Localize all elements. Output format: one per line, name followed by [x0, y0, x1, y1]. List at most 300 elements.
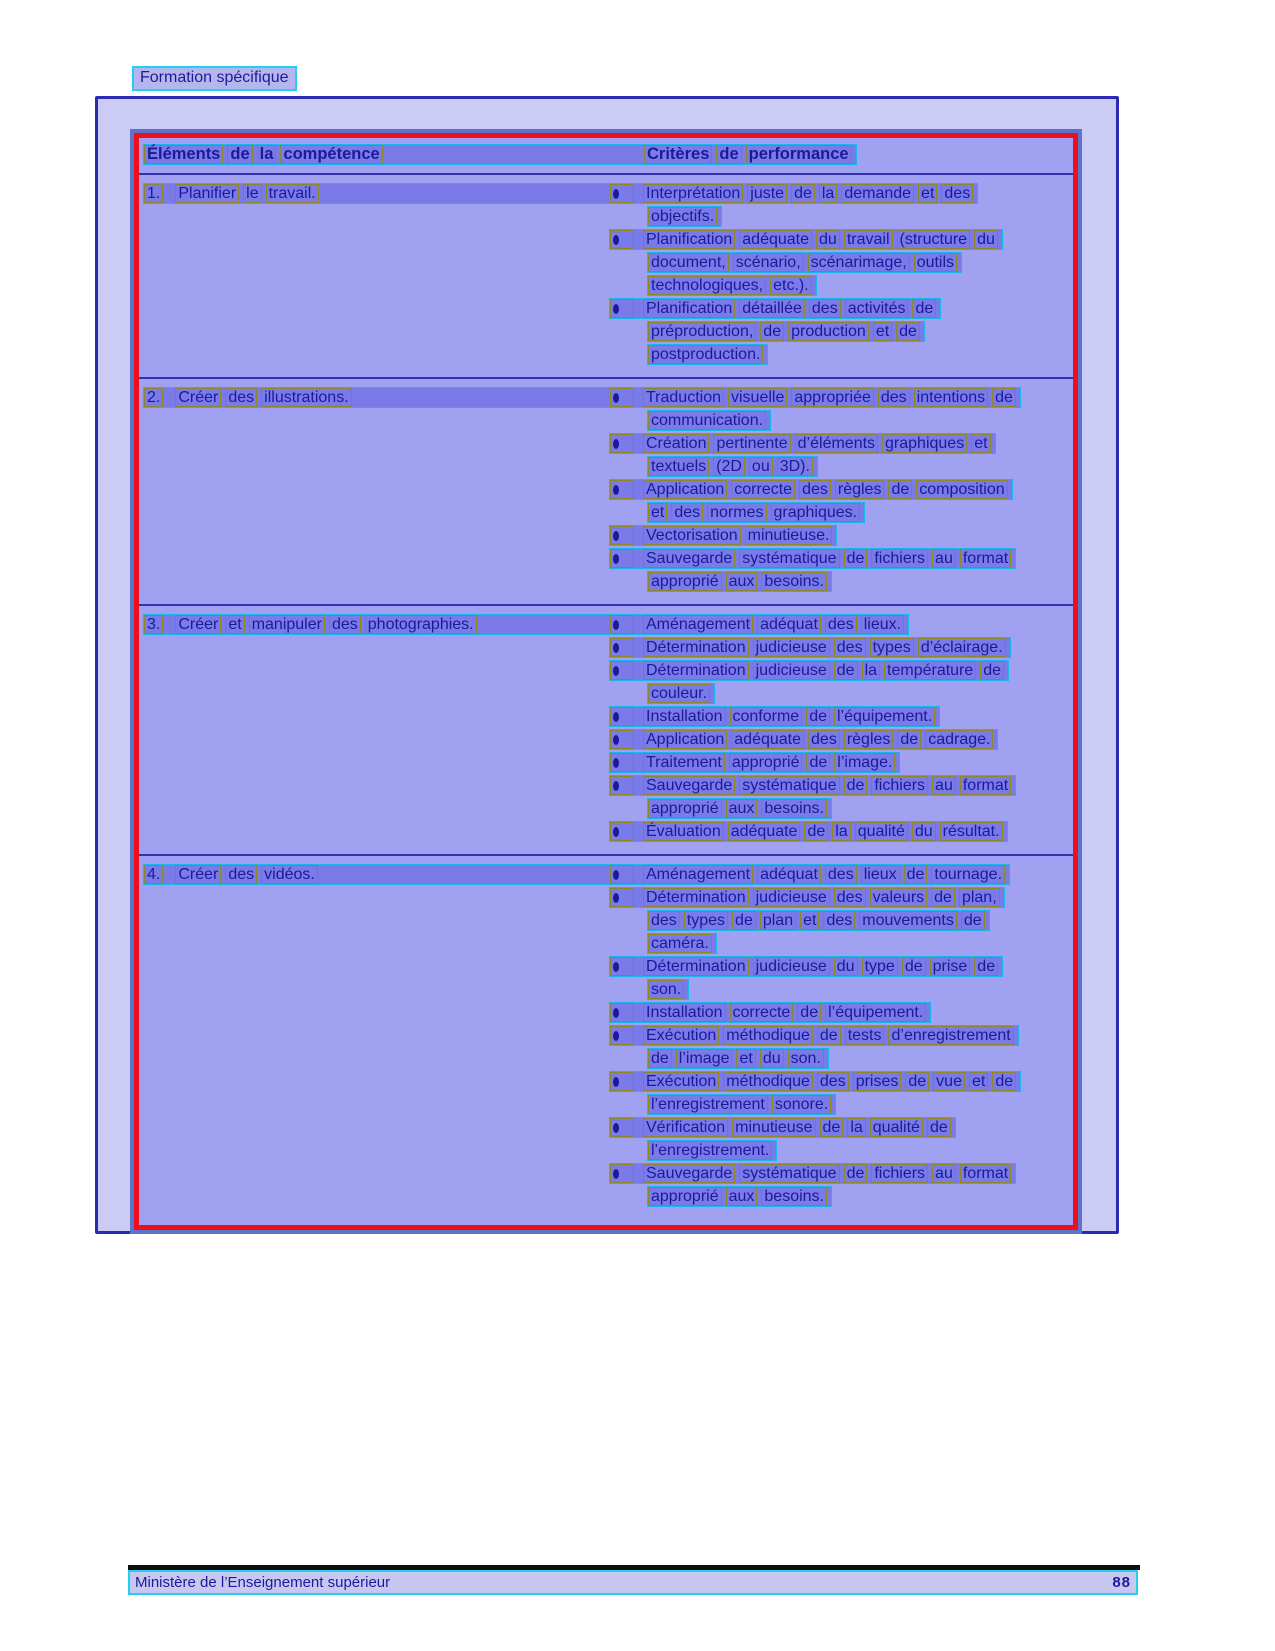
criterion-line-continuation: [647, 275, 817, 296]
word-box: Installation: [643, 1003, 726, 1022]
bullet-icon: [610, 434, 634, 453]
criterion-line: [609, 706, 940, 727]
criterion-line-continuation: [647, 410, 771, 431]
word-box: vue: [933, 1072, 965, 1091]
word-box: types: [684, 911, 728, 930]
bullet-dot: [613, 712, 619, 722]
word-box: et: [873, 322, 892, 341]
word-box: document,: [648, 253, 729, 272]
word-box: juste: [747, 184, 787, 203]
bullet-icon: [610, 822, 634, 841]
word-box: graphiques.: [771, 503, 861, 522]
word-box: approprié: [648, 1187, 722, 1206]
word-box: Détermination: [643, 888, 749, 907]
word-box: besoins.: [761, 572, 827, 591]
page-section-label: Formation spécifique: [132, 66, 297, 91]
bullet-icon: [610, 299, 634, 318]
word-box: Sauvegarde: [643, 549, 735, 568]
bullet-dot: [613, 393, 619, 403]
word-box: de: [931, 888, 955, 907]
word-box: de: [716, 145, 741, 164]
word-box: communication.: [648, 411, 766, 430]
word-box: des: [648, 911, 680, 930]
word-box: préproduction,: [648, 322, 756, 341]
word-box: règles: [835, 480, 885, 499]
word-box: Créer: [175, 865, 221, 884]
bullet-icon: [610, 184, 634, 203]
word-box: d’éclairage.: [918, 638, 1006, 657]
criterion-line: [609, 229, 1003, 250]
word-box: composition: [916, 480, 1007, 499]
word-box: et: [648, 503, 667, 522]
criterion-line: [143, 614, 909, 635]
word-box: Détermination: [643, 957, 749, 976]
bullet-dot: [613, 893, 619, 903]
criterion-line-continuation: [647, 910, 990, 931]
word-box: le: [243, 184, 261, 203]
word-box: d’enregistrement: [888, 1026, 1013, 1045]
word-box: de: [806, 753, 830, 772]
word-box: minutieuse.: [745, 526, 833, 545]
word-box: de: [648, 1049, 672, 1068]
word-box: visuelle: [728, 388, 787, 407]
competence-table-inner: [134, 133, 1078, 1230]
bullet-dot: [613, 620, 619, 630]
word-box: (structure: [897, 230, 971, 249]
word-box: besoins.: [761, 1187, 827, 1206]
word-box: de: [888, 480, 912, 499]
word-box: minutieuse: [732, 1118, 815, 1137]
word-box: Exécution: [643, 1072, 719, 1091]
criterion-line: [609, 298, 941, 319]
word-box: de: [897, 730, 921, 749]
word-box: Sauvegarde: [643, 776, 735, 795]
word-box: Traitement: [643, 753, 725, 772]
criterion-line-continuation: [647, 979, 689, 1000]
word-box: cadrage.: [925, 730, 993, 749]
bullet-dot: [613, 962, 619, 972]
word-box: des: [225, 388, 257, 407]
bullet-icon: [610, 888, 634, 907]
word-box: de: [804, 822, 828, 841]
word-box: judicieuse: [753, 888, 830, 907]
word-box: de: [844, 549, 868, 568]
word-box: approprié: [648, 572, 722, 591]
word-box: des: [809, 299, 841, 318]
word-box: l’équipement.: [825, 1003, 926, 1022]
word-box: technologiques,: [648, 276, 766, 295]
word-box: adéquat: [757, 615, 821, 634]
bullet-icon: [610, 1164, 634, 1183]
word-box: (2D: [713, 457, 745, 476]
word-box: vidéos.: [261, 865, 318, 884]
header-criteres-performance: [644, 145, 856, 164]
word-box: de: [992, 1072, 1016, 1091]
word-box: de: [732, 911, 756, 930]
table-row: [143, 606, 1073, 854]
word-box: textuels: [648, 457, 709, 476]
table-header-row: [143, 141, 1073, 173]
bullet-dot: [613, 735, 619, 745]
criterion-line-continuation: [647, 1140, 777, 1161]
word-box: l’image.: [834, 753, 895, 772]
criterion-line-continuation: [647, 502, 865, 523]
word-box: qualité: [855, 822, 908, 841]
word-box: correcte: [730, 1003, 794, 1022]
bullet-dot: [613, 439, 619, 449]
word-box: de: [904, 865, 928, 884]
bullet-icon: [610, 776, 634, 795]
word-box: des: [825, 615, 857, 634]
word-box: correcte: [731, 480, 795, 499]
criterion-line: [609, 479, 1013, 500]
word-box: compétence: [280, 145, 382, 164]
criterion-line-continuation: [647, 683, 715, 704]
word-box: de: [961, 911, 985, 930]
word-box: et: [969, 1072, 988, 1091]
word-box: de: [806, 707, 830, 726]
bullet-dot: [613, 1077, 619, 1087]
bullet-dot: [613, 1008, 619, 1018]
word-box: température: [884, 661, 976, 680]
word-box: et: [971, 434, 990, 453]
word-box: de: [902, 957, 926, 976]
word-box: aux: [726, 572, 758, 591]
word-box: Évaluation: [643, 822, 724, 841]
word-box: de: [820, 1118, 844, 1137]
word-box: outils: [914, 253, 957, 272]
bullet-icon: [610, 230, 634, 249]
word-box: Application: [643, 480, 727, 499]
element-number: 4.: [144, 865, 163, 884]
criterion-line-continuation: [647, 1048, 829, 1069]
word-box: la: [847, 1118, 865, 1137]
word-box: Création: [643, 434, 709, 453]
criterion-line: [609, 775, 1016, 796]
word-box: méthodique: [723, 1026, 813, 1045]
bullet-icon: [610, 1026, 634, 1045]
word-box: lieux: [861, 865, 900, 884]
criterion-line: [143, 183, 978, 204]
word-box: au: [932, 776, 956, 795]
bullet-icon: [610, 661, 634, 680]
word-box: Détermination: [643, 661, 749, 680]
word-box: de: [844, 1164, 868, 1183]
criterion-line: [143, 864, 1010, 885]
word-box: approprié: [648, 799, 722, 818]
bullet-dot: [613, 758, 619, 768]
page-footer: [128, 1570, 1138, 1595]
word-box: Détermination: [643, 638, 749, 657]
bullet-icon: [610, 1072, 634, 1091]
word-box: appropriée: [791, 388, 874, 407]
word-box: l’équipement.: [834, 707, 935, 726]
bullet-icon: [610, 615, 634, 634]
word-box: qualité: [870, 1118, 923, 1137]
bullet-dot: [613, 1169, 619, 1179]
criterion-line: [609, 887, 1005, 908]
word-box: Planification: [643, 230, 735, 249]
bullet-dot: [613, 235, 619, 245]
word-box: couleur.: [648, 684, 710, 703]
word-box: règles: [844, 730, 894, 749]
word-box: ou: [749, 457, 773, 476]
bullet-icon: [610, 1118, 634, 1137]
word-box: etc.).: [770, 276, 812, 295]
word-box: objectifs.: [648, 207, 717, 226]
element-number: 3.: [144, 615, 163, 634]
word-box: plan,: [959, 888, 1000, 907]
bullet-dot: [613, 643, 619, 653]
word-box: du: [974, 230, 998, 249]
bullet-dot: [613, 1031, 619, 1041]
bullet-icon: [610, 753, 634, 772]
bullet-dot: [613, 304, 619, 314]
criterion-line-continuation: [647, 1094, 836, 1115]
table-row: [143, 856, 1073, 1219]
bullet-dot: [613, 189, 619, 199]
bullet-dot: [613, 531, 619, 541]
bullet-dot: [613, 870, 619, 880]
word-box: prises: [853, 1072, 902, 1091]
word-box: postproduction.: [648, 345, 763, 364]
word-box: résultat.: [940, 822, 1003, 841]
word-box: adéquate: [728, 822, 801, 841]
word-box: plan: [760, 911, 796, 930]
word-box: Application: [643, 730, 727, 749]
word-box: besoins.: [761, 799, 827, 818]
word-box: de: [980, 661, 1004, 680]
word-box: sonore.: [772, 1095, 831, 1114]
criterion-line: [609, 660, 1009, 681]
word-box: adéquate: [731, 730, 804, 749]
word-box: travail.: [266, 184, 319, 203]
criterion-line-continuation: [647, 1186, 832, 1207]
criterion-line-continuation: [647, 252, 962, 273]
word-box: du: [760, 1049, 784, 1068]
bullet-icon: [610, 480, 634, 499]
word-box: prise: [930, 957, 971, 976]
header-elements-competence: [144, 145, 644, 164]
word-box: Créer: [175, 615, 221, 634]
criterion-line: [609, 752, 900, 773]
word-box: illustrations.: [261, 388, 351, 407]
word-box: format: [960, 549, 1011, 568]
word-box: la: [257, 145, 277, 164]
criterion-line: [609, 1071, 1021, 1092]
criterion-line: [143, 387, 1021, 408]
word-box: Planification: [643, 299, 735, 318]
table-content: [143, 141, 1073, 1219]
word-box: conforme: [730, 707, 803, 726]
bullet-dot: [613, 781, 619, 791]
word-box: Interprétation: [643, 184, 743, 203]
word-box: au: [932, 549, 956, 568]
word-box: approprié: [729, 753, 803, 772]
word-box: Critères: [644, 145, 712, 164]
criterion-line: [609, 1025, 1019, 1046]
criterion-line: [609, 1163, 1016, 1184]
word-box: son.: [788, 1049, 824, 1068]
word-box: et: [736, 1049, 755, 1068]
word-box: Vectorisation: [643, 526, 741, 545]
element-title-cell: [144, 615, 610, 634]
word-box: tournage.: [931, 865, 1005, 884]
word-box: Créer: [175, 388, 221, 407]
criterion-line: [609, 729, 998, 750]
footer-ministry-text: Ministère de l’Enseignement supérieur: [135, 1574, 391, 1591]
word-box: de: [905, 1072, 929, 1091]
element-title-cell: [144, 865, 610, 884]
word-box: Planifier: [175, 184, 239, 203]
word-box: de: [992, 388, 1016, 407]
word-box: aux: [726, 799, 758, 818]
bullet-icon: [610, 526, 634, 545]
bullet-icon: [610, 730, 634, 749]
word-box: du: [816, 230, 840, 249]
word-box: des: [799, 480, 831, 499]
word-box: types: [870, 638, 914, 657]
word-box: des: [825, 865, 857, 884]
word-box: demande: [841, 184, 914, 203]
bullet-dot: [613, 485, 619, 495]
table-row: [143, 175, 1073, 377]
bullet-icon: [610, 865, 634, 884]
word-box: valeurs: [870, 888, 928, 907]
criterion-line-continuation: [647, 456, 818, 477]
bullet-icon: [610, 388, 634, 407]
word-box: de: [797, 1003, 821, 1022]
word-box: du: [912, 822, 936, 841]
word-box: de: [896, 322, 920, 341]
word-box: détaillée: [739, 299, 805, 318]
bullet-dot: [613, 827, 619, 837]
word-box: activités: [845, 299, 909, 318]
word-box: des: [878, 388, 910, 407]
word-box: des: [225, 865, 257, 884]
criterion-line: [609, 821, 1008, 842]
word-box: son.: [648, 980, 684, 999]
word-box: au: [932, 1164, 956, 1183]
word-box: mouvements: [859, 911, 957, 930]
word-box: photographies.: [365, 615, 477, 634]
word-box: systématique: [739, 549, 839, 568]
word-box: Installation: [643, 707, 726, 726]
word-box: l’enregistrement.: [648, 1141, 772, 1160]
bullet-icon: [610, 1003, 634, 1022]
criterion-line: [609, 433, 996, 454]
word-box: et: [918, 184, 937, 203]
word-box: des: [671, 503, 703, 522]
criterion-line: [609, 525, 837, 546]
criterion-line: [609, 956, 1003, 977]
word-box: des: [834, 638, 866, 657]
word-box: scénario,: [733, 253, 804, 272]
word-box: de: [760, 322, 784, 341]
element-number: 1.: [144, 184, 163, 203]
word-box: Traduction: [643, 388, 724, 407]
word-box: de: [791, 184, 815, 203]
criterion-line-continuation: [647, 321, 925, 342]
criterion-line: [609, 1117, 956, 1138]
bullet-dot: [613, 1123, 619, 1133]
word-box: pertinente: [713, 434, 790, 453]
word-box: Exécution: [643, 1026, 719, 1045]
word-box: performance: [746, 145, 852, 164]
word-box: judicieuse: [753, 638, 830, 657]
word-box: format: [960, 1164, 1011, 1183]
header-line: [143, 144, 857, 165]
word-box: Aménagement: [643, 865, 753, 884]
word-box: fichiers: [871, 549, 928, 568]
table-row: [143, 379, 1073, 604]
word-box: la: [862, 661, 880, 680]
word-box: du: [834, 957, 858, 976]
word-box: systématique: [739, 776, 839, 795]
word-box: des: [808, 730, 840, 749]
word-box: adéquat: [757, 865, 821, 884]
word-box: judicieuse: [753, 957, 830, 976]
word-box: graphiques: [882, 434, 967, 453]
word-box: adéquate: [739, 230, 812, 249]
word-box: travail: [844, 230, 893, 249]
bullet-dot: [613, 554, 619, 564]
word-box: production: [788, 322, 869, 341]
word-box: de: [834, 661, 858, 680]
word-box: type: [862, 957, 898, 976]
word-box: des: [941, 184, 973, 203]
word-box: Sauvegarde: [643, 1164, 735, 1183]
competence-table: [130, 129, 1082, 1234]
bullet-dot: [613, 666, 619, 676]
word-box: de: [817, 1026, 841, 1045]
word-box: Éléments: [144, 145, 223, 164]
word-box: des: [329, 615, 361, 634]
criterion-line-continuation: [647, 206, 722, 227]
criterion-line-continuation: [647, 344, 768, 365]
word-box: tests: [845, 1026, 885, 1045]
word-box: systématique: [739, 1164, 839, 1183]
word-box: intentions: [914, 388, 989, 407]
word-box: d’éléments: [795, 434, 878, 453]
footer-page-number: 88: [1112, 1574, 1131, 1591]
word-box: des: [817, 1072, 849, 1091]
word-box: l’image: [676, 1049, 733, 1068]
word-box: de: [227, 145, 252, 164]
word-box: de: [927, 1118, 951, 1137]
word-box: fichiers: [871, 1164, 928, 1183]
word-box: normes: [707, 503, 766, 522]
word-box: et: [225, 615, 244, 634]
bullet-icon: [610, 707, 634, 726]
word-box: méthodique: [723, 1072, 813, 1091]
word-box: 3D).: [777, 457, 813, 476]
word-box: lieux.: [861, 615, 904, 634]
word-box: caméra.: [648, 934, 712, 953]
word-box: judicieuse: [753, 661, 830, 680]
word-box: la: [819, 184, 837, 203]
word-box: fichiers: [871, 776, 928, 795]
word-box: de: [912, 299, 936, 318]
bullet-icon: [610, 549, 634, 568]
element-title-cell: [144, 388, 610, 407]
word-box: des: [834, 888, 866, 907]
word-box: la: [832, 822, 850, 841]
word-box: des: [823, 911, 855, 930]
word-box: scénarimage,: [808, 253, 910, 272]
criterion-line-continuation: [647, 571, 832, 592]
criterion-line: [609, 548, 1016, 569]
